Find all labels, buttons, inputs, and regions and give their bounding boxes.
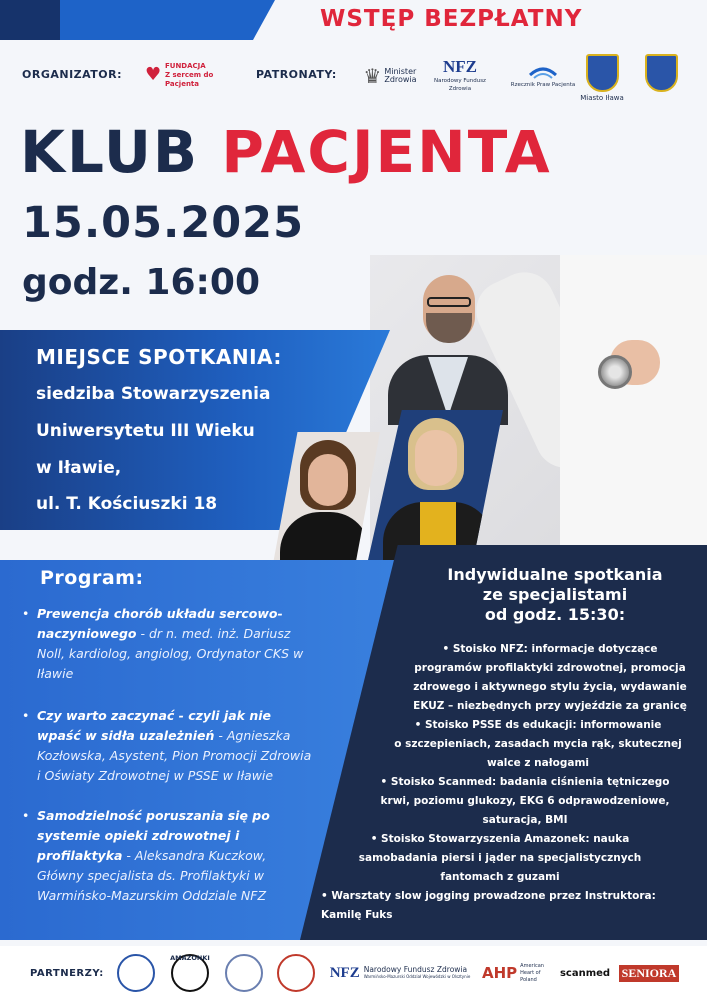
city-crest-icon — [586, 54, 619, 92]
specialists-title — [405, 565, 705, 625]
event-time: godz. 16:00 — [22, 262, 261, 303]
stand-line: • Warsztaty slow jogging prowadzone przez Instruktora: — [321, 890, 656, 902]
bullet-icon: • — [22, 606, 30, 621]
minister-logo-line1: Minister — [384, 67, 417, 76]
stand-line: • Stoisko NFZ: informacje dotyczące — [442, 643, 658, 655]
partner-logo-psse — [274, 952, 318, 994]
partner-seal-icon — [117, 954, 155, 992]
eagle-emblem-icon: ♛ — [363, 64, 382, 88]
stand-line: o szczepieniach, zasadach mycia rąk, skutecznej — [394, 738, 682, 750]
place-line-2: Uniwersytetu III Wieku — [36, 421, 255, 441]
ahp-mark: AHP — [482, 964, 518, 982]
foundation-logo-line2: Z sercem do Pacjenta — [164, 70, 214, 88]
place-title: MIEJSCE SPOTKANIA: — [36, 345, 282, 369]
stand-line: • Stoisko Scanmed: badania ciśnienia tętniczego — [380, 776, 670, 788]
stand-line: • Stoisko PSSE ds edukacji: informowanie — [414, 719, 662, 731]
stand-line: Kamilę Fuks — [321, 909, 393, 921]
psse-seal-icon — [277, 954, 315, 992]
minister-logo-line2: Zdrowia — [384, 75, 417, 84]
doctor-coat — [560, 255, 707, 565]
stand-line: • Stoisko Stowarzyszenia Amazonek: nauka — [370, 833, 630, 845]
specialist-stand-amazonki — [330, 830, 670, 887]
stand-line: zdrowego i aktywnego stylu życia, wydawanie — [413, 681, 687, 693]
event-title-part1: KLUB — [20, 118, 200, 186]
county-crest-icon — [645, 54, 678, 92]
stand-line: programów profilaktyki zdrowotnej, promocja — [414, 662, 686, 674]
program-item-speaker: - Agnieszka Kozłowska, Asystent, Pion Promocji Zdrowia i Oświaty Zdrowotnej w PSSE w Iławie — [37, 728, 312, 783]
nfz-partner-line2: Warmińsko-Mazurski Oddział Wojewódzki w Olsztynie — [363, 974, 471, 979]
free-entry-heading: WSTĘP BEZPŁATNY — [320, 6, 583, 32]
stethoscope-icon — [598, 355, 632, 389]
foundation-logo-line1: FUNDACJA — [164, 61, 206, 70]
stand-line: walce z nałogami — [487, 757, 589, 769]
event-title — [20, 118, 552, 186]
specialist-stand-nfz — [400, 640, 700, 716]
partners-label: PARTNERZY: — [30, 968, 104, 979]
amazonki-logo-text: AMAZONKI — [170, 954, 210, 962]
foundation-logo — [145, 60, 245, 90]
organizer-label: ORGANIZATOR: — [22, 68, 123, 81]
place-line-4: ul. T. Kościuszki 18 — [36, 494, 218, 514]
partner-logo-1 — [114, 952, 158, 994]
minister-zdrowia-logo — [360, 56, 420, 96]
specialists-title-line3: od godz. 15:30: — [484, 605, 626, 624]
specialist-stand-psse — [383, 716, 693, 773]
bullet-icon: • — [22, 708, 30, 723]
program-item-topic: Prewencja chorób układu sercowo-naczyniowego — [37, 606, 283, 641]
event-date: 15.05.2025 — [22, 198, 305, 248]
speaker-photo-man — [378, 265, 518, 425]
nfz-logo — [425, 56, 495, 94]
heart-icon: ♥ — [145, 64, 162, 85]
top-navy-stripe — [0, 0, 60, 40]
program-item-topic: Czy warto zaczynać - czyli jak nie wpaść w sidła uzależnień — [37, 708, 271, 743]
utw-seal-icon — [225, 954, 263, 992]
specialist-stand-scanmed — [365, 773, 685, 830]
program-item-speaker: - dr n. med. inż. Dariusz Noll, kardiolog, angiolog, Ordynator CKS w Iławie — [37, 626, 304, 681]
partner-logo-utw — [222, 952, 266, 994]
nfz-logo-caption: Narodowy Fundusz Zdrowia — [434, 78, 486, 92]
program-item-speaker: - Aleksandra Kuczkow, Główny specjalista ds. Profilaktyki w Warmińsko-Mazurskim Oddziale NFZ — [37, 848, 267, 903]
program-title: Program: — [40, 567, 144, 589]
specialists-title-line2: ze specjalistami — [482, 585, 628, 604]
specialists-title-line1: Indywidualne spotkania — [447, 565, 663, 584]
city-crest-caption: Miasto Iława — [580, 94, 624, 102]
rzecznik-praw-pacjenta-logo — [508, 56, 578, 94]
rzecznik-logo-caption: Rzecznik Praw Pacjenta — [510, 82, 576, 88]
stand-line: saturacja, BMI — [482, 814, 568, 826]
place-line-1: siedziba Stowarzyszenia — [36, 384, 271, 404]
stand-line: samobadania piersi i jąder na specjalistycznych — [358, 852, 642, 864]
stand-line: EKUZ – niezbędnych przy wyjeździe za granicę — [413, 700, 687, 712]
scanmed-mark: scanmed — [559, 967, 611, 979]
program-item-topic: Samodzielność poruszania się po systemie opieki zdrowotnej i profilaktyka — [37, 808, 270, 863]
partner-logo-nfz — [325, 952, 475, 994]
nfz-logo-mark: NFZ — [443, 57, 477, 76]
specialist-stand-jogging — [315, 887, 695, 925]
patronage-label: PATRONATY: — [256, 68, 337, 81]
program-item — [22, 706, 312, 786]
program-item — [22, 806, 312, 906]
partner-logo-ahp — [482, 952, 554, 994]
event-title-part2: PACJENTA — [221, 118, 552, 186]
rzecznik-swoosh-icon — [528, 61, 558, 81]
nfz-partner-mark: NFZ — [329, 964, 360, 981]
nfz-partner-line1: Narodowy Fundusz Zdrowia — [363, 965, 468, 974]
place-line-3: w Iławie, — [36, 458, 122, 478]
stand-line: krwi, poziomu glukozy, EKG 6 odprawodzeniowe, — [380, 795, 670, 807]
program-item — [22, 604, 312, 684]
stand-line: fantomach z guzami — [440, 871, 560, 883]
seniora-mark: SENIORA — [619, 965, 680, 982]
partner-logo-scanmed — [560, 952, 610, 994]
bullet-icon: • — [22, 808, 30, 823]
partner-logo-seniora — [618, 952, 680, 994]
partner-logo-amazonki — [166, 952, 214, 994]
ahp-caption: American Heart of Poland — [520, 962, 544, 983]
